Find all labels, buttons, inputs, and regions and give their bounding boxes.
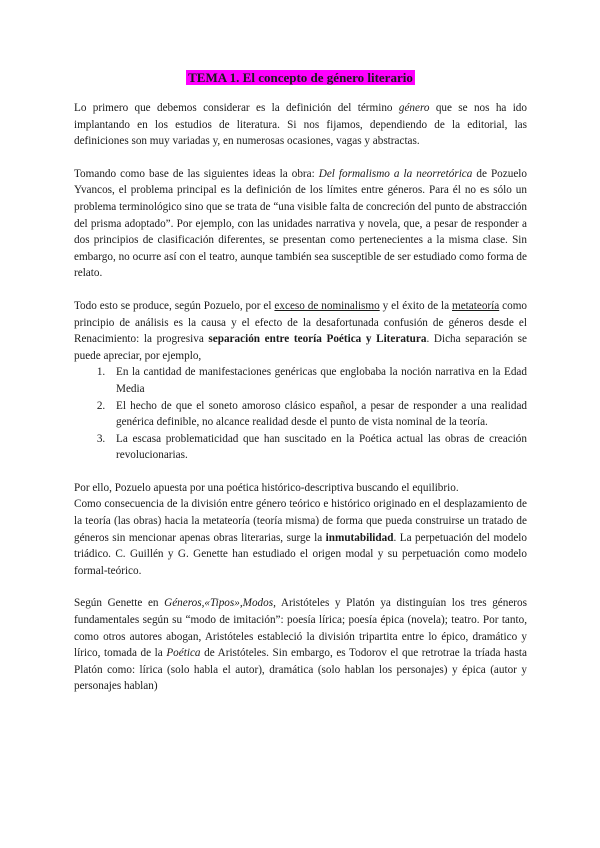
underlined-term: exceso de nominalismo: [274, 299, 380, 312]
text-run: Todo esto se produce, según Pozuelo, por el: [74, 299, 275, 312]
text-run: Aristóteles y Platón ya distinguían los tres géneros fundamentales según su “modo de imitación”: poesía lírica; poesía épica (novela); teatro. Por tanto, como otros autores abogan, Aristóteles estableció la división tripartita entre lo épico, dramático y lírico, tomada de la: [74, 597, 527, 660]
text-run: como principio de análisis es la causa y el efecto de la desafortunada confusión de géneros desde el Renacimiento: la progresiva: [74, 299, 528, 346]
text-run: Según Genette en: [74, 597, 165, 610]
paragraph-pozuelo: [74, 166, 527, 282]
list-item: 1. En la cantidad de manifestaciones genéricas que englobaba la noción narrativa en la Edad Media: [108, 364, 527, 397]
text-run: Lo primero que debemos considerar es la definición del término: [74, 102, 399, 114]
paragraph-intro: [74, 100, 527, 150]
text-run: que se nos ha ido implantando en los estudios de literatura. Si nos fijamos, dependiendo de la editorial, las definiciones son muy variadas y, en numerosas ocasiones, vagas y abstractas.: [74, 102, 527, 148]
underlined-term: metateoría: [452, 299, 500, 312]
text-run: . Dicha separación se puede apreciar, por ejemplo,: [74, 333, 527, 362]
work-title: Géneros,«Tipos»,Modos,: [164, 597, 276, 610]
text-run: de Pozuelo Yvancos, el problema principal es la definición de los límites entre géneros. Para él no es sólo un problema terminológico sino que se trata de “una visible falta de concreción del punto de abstracción del prisma adoptado”. Por ejemplo, con las unidades narrativa y novela, que, a pesar de responder a dos principios de clasificación diferentes, se presentan como pertenecientes a la misma clase. Sin embargo, no ocurre así con el teatro, aunque también sea susceptible de ser estudiado como forma de relato.: [74, 167, 528, 280]
text-run: . La perpetuación del modelo triádico. C. Guillén y G. Genette han estudiado el origen modal y su perpetuación como modelo formal-teórico.: [74, 531, 527, 577]
page-title: [74, 70, 527, 86]
text-run: y el éxito de la: [379, 299, 452, 312]
paragraph-genette: [74, 595, 527, 695]
numbered-list: [74, 364, 527, 464]
term-genero: género: [398, 102, 430, 114]
document-page: [74, 70, 527, 695]
paragraph-inmutabilidad: [74, 496, 527, 579]
work-title: Poética: [166, 647, 201, 660]
work-title: Del formalismo a la neorretórica: [318, 167, 473, 180]
paragraph-nominalismo: [74, 298, 527, 364]
text-run: Como consecuencia de la división entre género teórico e histórico originado en el desplazamiento de la teoría (las obras) hacia la metateoría (teoría misma) de forma que pueda construirse un tratado de géneros sin mencionar apenas obras literarias, surge la: [74, 498, 527, 544]
text-run: de Aristóteles. Sin embargo, es Todorov el que retrotrae la tríada hasta Platón como: lírica (solo habla el autor), dramática (solo hablan los personajes) y épica (autor y personajes hablan): [74, 647, 527, 693]
title-highlight: TEMA 1. El concepto de género literario: [188, 70, 413, 85]
list-item: 2. El hecho de que el soneto amoroso clásico español, a pesar de responder a una realidad genérica definible, no alcance realidad desde el punto de vista nominal de la teoría.: [108, 398, 527, 431]
text-run: Tomando como base de las siguientes ideas la obra:: [74, 167, 319, 180]
bold-term: separación entre teoría Poética y Literatura: [208, 333, 427, 346]
bold-term: inmutabilidad: [325, 531, 394, 544]
paragraph-conclusion: Por ello, Pozuelo apuesta por una poética histórico-descriptiva buscando el equilibrio.: [74, 481, 459, 494]
list-item: 3. La escasa problematicidad que han suscitado en la Poética actual las obras de creación revolucionarias.: [108, 431, 527, 464]
